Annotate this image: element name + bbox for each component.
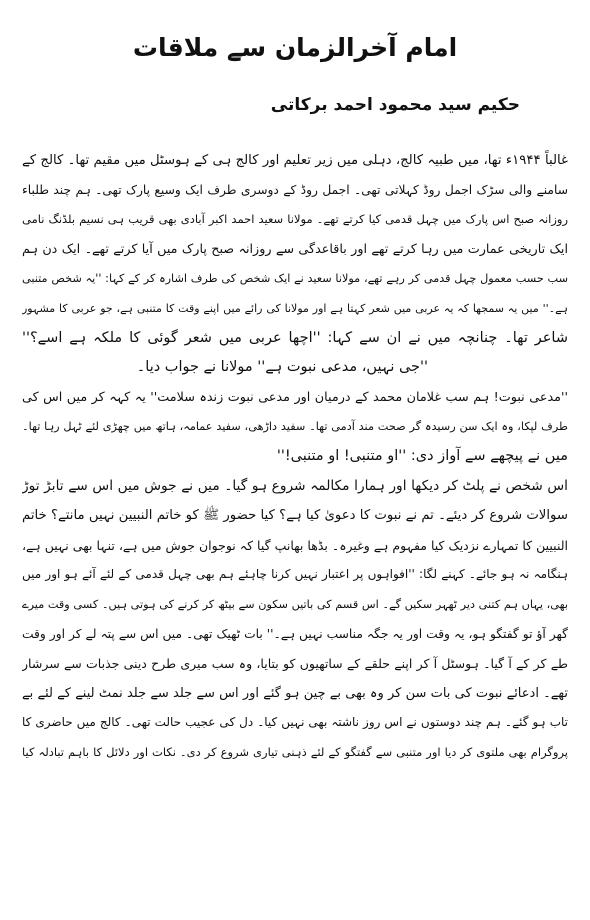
article-body [22,146,568,767]
text-line: النبیین کا تمہارے نزدیک کیا مفہوم ہے وغیرہ۔ بڈھا بھانپ گیا کہ نوجوان جوش میں ہے، تنہا بھی نہیں ہے، [22,537,568,553]
text-line: سوالات شروع کر دیئے۔ تم نے نبوت کا دعویٰ کیا ہے؟ کیا حضور ﷺ کو خاتم النبیین نہیں مانتے؟ خاتم [22,508,568,524]
author-name: حکیم سید محمود احمد برکاتی [270,95,520,115]
text-line: روزانہ صبح اس پارک میں چہل قدمی کیا کرتے تھے۔ مولانا سعید احمد اکبر آبادی بھی قریب ہی نسیم بلڈنگ نامی [22,212,568,227]
text-line: غالباً ۱۹۴۴ء تھا، میں طبیہ کالج، دہلی میں زیر تعلیم اور کالج ہی کے ہوسٹل میں مقیم تھا۔ کالج کے [22,153,568,168]
text-line: طرف لپکا، وہ ایک سن رسیدہ گر صحت مند آدمی تھا۔ سفید داڑھی، سفید عمامہ، ہاتھ میں چھڑی لئے ٹہل رہا تھا۔ [22,420,568,434]
text-line: تھے۔ ادعائے نبوت کی بات سن کر وہ بھی بے چین ہو گئے اور اس سے جلد سے جلد نمٹ لینے کے لئے بے [22,685,568,701]
text-line: ایک تاریخی عمارت میں رہا کرتے تھے اور باقاعدگی سے روزانہ صبح پارک میں آیا کرتے تھے۔ ایک دن ہم [22,241,568,257]
text-line: پروگرام بھی ملتوی کر دیا اور متنبی سے گفتگو کے لئے ذہنی تیاری شروع کر دی۔ نکات اور دلائل کا باہم تبادلہ کیا [22,744,568,759]
text-line: ہنگامہ نہ ہو جائے۔ کہنے لگا: ''افواہوں پر اعتبار نہیں کرنا چاہئے ہم بھی چہل قدمی کے لئے آئے ہو اور میں [22,567,568,582]
text-line: ''مدعی نبوت! ہم سب غلامان محمد کے درمیان اور مدعی نبوت زندہ سلامت'' یہ کہہ کر میں اس کی [22,389,568,405]
article-title: امام آخرالزمان سے ملاقات [132,33,458,62]
text-line: شاعر تھا۔ چنانچہ میں نے ان سے کہا: ''اچھا عربی میں شعر گوئی کا ملکہ ہے اسے؟'' [22,329,568,346]
text-line: تاب ہو گئے۔ ہم چند دوستوں نے اس روز ناشتہ بھی نہیں کیا۔ دل کی عجیب حالت تھی۔ کالج میں حاضری کا [22,715,568,730]
text-line: بھی، یہاں ہم کتنی دیر ٹھہر سکیں گے۔ اس قسم کی باتیں سکون سے بیٹھ کر کرنے کی ہوتی ہیں۔ کسی وقت میرے [22,597,568,611]
text-line: طے کر کے آ گیا۔ ہوسٹل آ کر اپنے حلقے کے ساتھیوں کو بتایا، وہ سب میری طرح دینی جذبات سے سرشار [22,656,568,672]
text-line: ہے۔'' میں یہ سمجھا کہ یہ عربی میں شعر کہتا ہے اور مولانا کی رائے میں اپنے وقت کا متنبی ہے، جو عربی کا مشہور [22,301,568,315]
text-line: گھر آؤ تو گفتگو ہو، یہ وقت اور یہ جگہ مناسب نہیں ہے۔'' بات ٹھیک تھی۔ میں اس سے پتہ لے کر اور وقت [22,626,568,641]
text-line: سامنے والی سڑک اجمل روڈ کہلاتی تھی۔ اجمل روڈ کے دوسری طرف ایک وسیع پارک تھی۔ ہم چند طلباء [22,182,568,197]
text-line: اس شخص نے پلٹ کر دیکھا اور ہمارا مکالمہ شروع ہو گیا۔ میں نے جوش میں اس سے تابڑ توڑ [22,477,568,494]
text-line: میں نے پیچھے سے آواز دی: ''او متنبی! او متنبی!'' [276,447,568,464]
text-line: سب حسب معمول چہل قدمی کر رہے تھے، مولانا سعید نے ایک شخص کی طرف اشارہ کر کے کہا: ''یہ شخص متنبی [22,272,568,286]
text-line: ''جی نہیں، مدعی نبوت ہے'' مولانا نے جواب دیا۔ [136,359,428,376]
